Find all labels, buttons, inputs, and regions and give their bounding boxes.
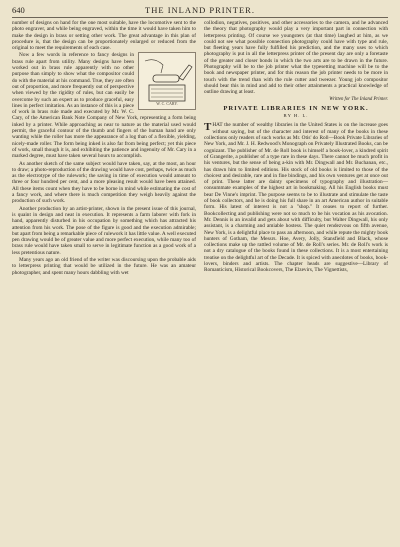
running-title: THE INLAND PRINTER. xyxy=(145,5,255,15)
byline: BY H. L. xyxy=(283,113,309,119)
paragraph: collodion, negatives, positives, and other accessories to the camera, and he advanced the theory that photography would play a very important part in connection with letterpress printing. Of course we youngsters (at that time) laughed at him, as we could not see what possible connection photography could have with type and rule, but fleeting years have fully fulfilled his prediction, and the many uses to which photography is put in all the letterpress printer of the present day are only a foretaste of the greater and closer bonds in which the two arts are to be drawn in the future. Photography will be to the job printer what the typesetting machine will be to the book and newspaper printer, and for this reason the job printer needs to be more in touch with the trend than with the rule cutter and tweezer. Young job compositor should bear this in mind and add to their other attainments a practical knowledge of outline drawing at least. xyxy=(204,20,388,96)
cary-rulework-illustration xyxy=(138,52,196,110)
figure-caption: W. C. CARY. xyxy=(156,101,178,107)
section-title: PRIVATE LIBRARIES IN NEW YORK. xyxy=(223,104,369,112)
left-column xyxy=(12,20,196,542)
article-text: HAT the number of wealthy libraries in the United States is on the increase goes without saying, but of the character and interest of many of the books in these collections only readers of such works as Mr. Otis' do Roll—Book Private Libraries of New York, and Mr. J. H. Redwood's Monograph on Privately Illustrated Books, can be cognizant. The publisher of Mr. de Roll book is himself a book-lover, a kindred spirit of Grangerite, a publisher of a type rare in these days. There cannot be much profit in his ventures, but the sense of being a-kin with Mr. Dingwall and Mr. Buchanan, etc., has drawn him to limited editions. His stock of old books is limited to those of the choicest and desirable, rare and in fine bindings, and his own ventures get at once out of print. These latter are dainty specimens of typography and illustration—consummate examples of the highest art in bookmaking. All his English books must bear De Vinne's imprint. The purpose seems to be to illustrate and stimulate the taste of book collectors, and he is doing his full share in an art American author in suitable form. His latest of interest is not a "shop." It ceases to report of further. Bookcollecting and publishing were not so much to be his vocation as his avocation. Mr. Dennis is an invalid and gets about with difficulty, but Walter Dingwall, his only assistant, is a charming and amiable hostess. The quiet rendezvous on fifth avenue, New York, is a delightful place to pass an afternoon, and while repute the mighty book hunters of Gotham, the Messrs. Hoe, Avery, Jolly, Stansfield and Black, whose collections make up the rattled volume of Mr. de Roll's series. Mr. de Roll's work is not a dry catalogue of the books found in these collections. It is a most entertaining treatise on the delightful art of the Decade. It is spiced with anecdotes of books, book-lovers, binders and artists. The chapter heads are suggestive—Library of Romanticism, Historical Bookcovers, The Elzevirs, The Vignettists, xyxy=(204,122,388,274)
paragraph: number of designs on hand for the one most suitable, have the locomotive sent to the photo engraver, and while being engraved, within the time it would have taken him to make the design in brass or setting other work. The great advantage in this plan of procedure is, that the design can be proportionately enlarged or reduced from the original to meet the requirements of each case. xyxy=(12,20,196,52)
header-rule xyxy=(12,17,388,18)
paragraph: Now a few words in reference to fancy designs in brass rule apart from utility. Many designs have been worked out in brass rule apparently with no other purpose than simply to show what the compositor could do with the material at his command. True, they are often out of proportion, and more frequently out of perspective when viewed by the rigidity of rules, but can easily be overcome by such an expert as to produce graceful, easy lines in perfect imitation. As an instance of this is a piece of work in brass rule made and executed by Mr. W. C. Cary, of the American Bank Note Company of New York, representing a form being inked by a printer. While approaching as near to nature as the material used would permit, the graceful contour of the thumb and fingers of the human hand are only wanting while the roller has more the appearance of a log than of a flexible, yielding, nicely-made roller. The form being inked is also far from being perfect; yet this piece of work, small though it is, and exhibiting the patience and ingenuity of Mr. Cary in a marked degree, must have taken several hours to accomplish. xyxy=(12,52,196,160)
paragraph: Many years ago an old friend of the writer was discoursing upon the probable aids to letterpress printing that would be utilized in the future. He was an amateur photographer, and spent many hours dabbling with wet xyxy=(12,256,196,276)
page-header xyxy=(12,4,388,16)
drop-cap: T xyxy=(204,121,212,134)
paragraph: As another sketch of the same subject would have taken, say, at the most, an hour to draw; a photo-reproduction of the drawing would have cost, perhaps, twice as much as the electrotype of the rulework; the saving in time of execution would amount to three or four hundred per cent, and a more pleasing result would have been attained. All these items count when they have to be borne in mind while estimating the cost of a fancy work, and where there is much competition they weigh heavily against the production of such work. xyxy=(12,160,196,205)
paragraph: Another production by an artist-printer, shown in the present issue of this journal, is quaint in design and neat in execution. It represents a farm laborer with fork in hand, apparently disturbed in his occupation by something which has attracted his attention from his work. The pose of the figure is good and the execution admirable; but apart from being a remarkable piece of rulework it has little value. A well executed pen drawing would be of greater value and more perfect execution, while many too of brass rule would have taken small to serve in legitimate function as a good work of a less pretentious nature. xyxy=(12,205,196,256)
attribution: Written for The Inland Printer. xyxy=(329,96,388,102)
right-column xyxy=(204,20,388,542)
article-paragraph xyxy=(204,122,388,273)
page-number: 640 xyxy=(12,5,25,15)
